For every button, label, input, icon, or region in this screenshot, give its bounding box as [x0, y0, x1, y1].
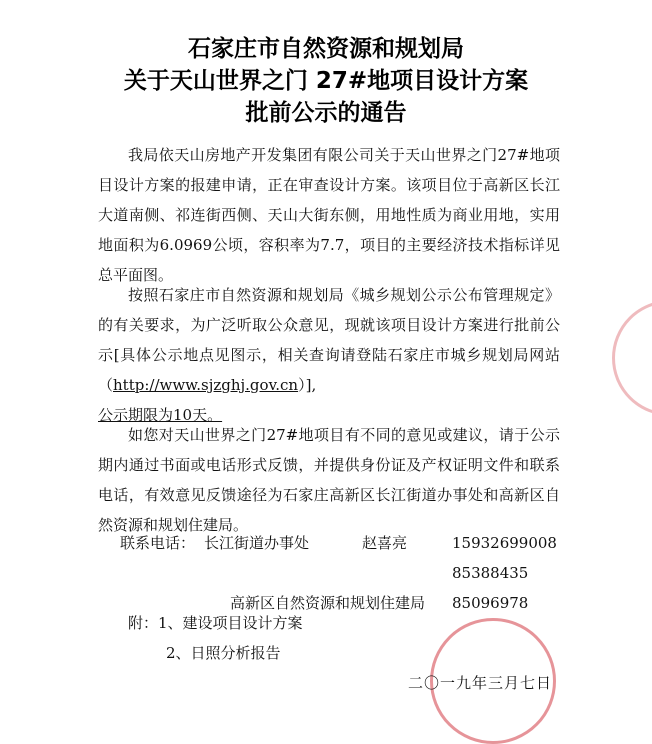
- contact-row: [120, 528, 572, 558]
- contact-label: 联系电话：: [120, 534, 196, 552]
- attachment-item-1: 附：1、建设项目设计方案: [128, 614, 303, 632]
- contact-block: [120, 528, 572, 618]
- contact-unit: 长江街道办事处: [204, 534, 310, 552]
- contact-phone: 85388435: [452, 564, 529, 582]
- notice-date: 二〇一九年三月七日: [407, 674, 552, 692]
- contact-person: 赵喜亮: [362, 534, 408, 552]
- paragraph-text: [98, 280, 560, 400]
- paragraph-publicity: [98, 280, 560, 430]
- contact-row: [120, 558, 572, 588]
- notice-title-line3: 批前公示的通告: [245, 100, 407, 126]
- paragraph-feedback: [98, 420, 560, 540]
- official-seal: [612, 300, 652, 416]
- contact-phone: 15932699008: [452, 534, 557, 552]
- contact-unit: 高新区自然资源和规划住建局: [230, 594, 426, 612]
- publicity-period-text: 公示期限为10天。: [98, 406, 223, 424]
- paragraph-text-part: ）],: [298, 376, 317, 394]
- paragraph-project-info: [98, 140, 560, 290]
- attachment-item-2: 2、日照分析报告: [166, 644, 281, 662]
- paragraph-text-part: 按照石家庄市自然资源和规划局《城乡规划公示公布管理规定》的有关要求，为广泛听取公众意见，现就该项目设计方案进行批前公示[具体公示地点见图示，相关查询请登陆石家庄市城乡规划局网站（: [98, 286, 560, 394]
- notice-title-line2: 关于天山世界之门 27#地项目设计方案: [123, 68, 529, 94]
- notice-title-line1: 石家庄市自然资源和规划局: [188, 36, 464, 62]
- website-link[interactable]: http://www.sjzghj.gov.cn: [113, 376, 299, 394]
- paragraph-text: 如您对天山世界之门27#地项目有不同的意见或建议，请于公示期内通过书面或电话形式反馈，并提供身份证及产权证明文件和联系电话，有效意见反馈途径为石家庄高新区长江街道办事处和高新区自然资源和规划住建局。: [98, 426, 560, 534]
- contact-phone: 85096978: [452, 594, 529, 612]
- paragraph-text: 我局依天山房地产开发集团有限公司关于天山世界之门27#地项目设计方案的报建申请，正在审查设计方案。该项目位于高新区长江大道南侧、祁连街西侧、天山大街东侧，用地性质为商业用地，实用地面积为6.0969公顷，容积率为7.7，项目的主要经济技术指标详见总平面图。: [98, 146, 560, 284]
